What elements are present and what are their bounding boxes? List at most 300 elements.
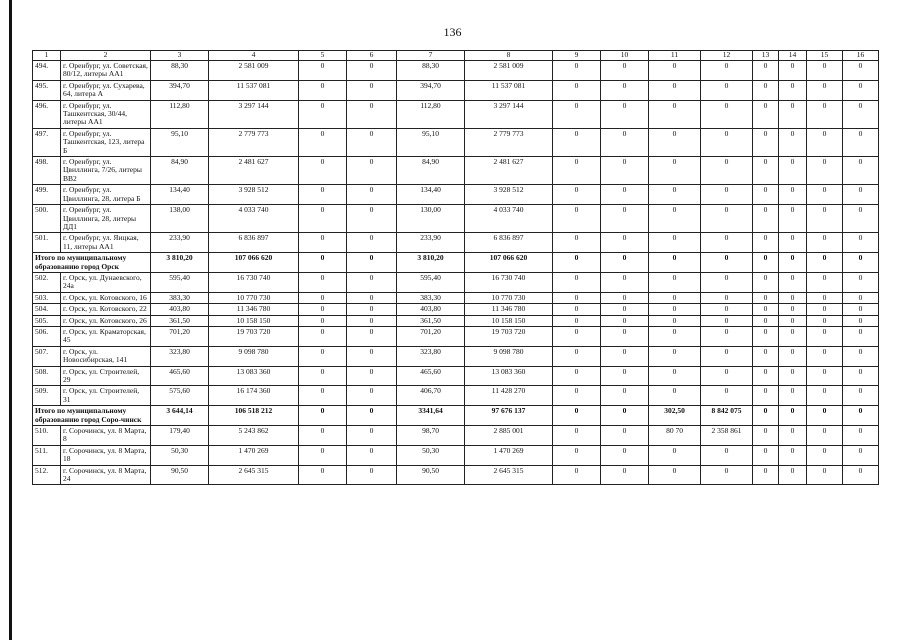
value-cell: 0 [807, 233, 843, 253]
value-cell: 0 [753, 292, 779, 303]
table-row [33, 326, 879, 346]
page-number: 136 [443, 25, 462, 39]
column-number-cell: 9 [553, 51, 601, 61]
value-cell: 0 [601, 61, 649, 81]
table-row [33, 272, 879, 292]
row-number: 502. [33, 272, 61, 292]
table-row [33, 315, 879, 326]
column-number-cell: 4 [209, 51, 299, 61]
value-cell: 0 [779, 80, 807, 100]
value-cell: 0 [779, 253, 807, 273]
value-cell: 701,20 [397, 326, 465, 346]
value-cell: 2 581 009 [209, 61, 299, 81]
value-cell: 0 [649, 386, 701, 406]
property-address: г. Оренбург, ул. Ташкентская, 30/44, литеры АА1 [61, 100, 151, 128]
value-cell: 0 [649, 304, 701, 315]
property-address: г. Орск, ул. Дунаевского, 24а [61, 272, 151, 292]
value-cell: 0 [601, 272, 649, 292]
table-header [33, 51, 879, 61]
value-cell: 0 [553, 426, 601, 446]
value-cell: 0 [649, 185, 701, 205]
value-cell: 0 [299, 386, 347, 406]
row-number: 506. [33, 326, 61, 346]
value-cell: 0 [843, 315, 879, 326]
value-cell: 0 [701, 272, 753, 292]
value-cell: 0 [601, 304, 649, 315]
table-row [33, 61, 879, 81]
property-address: г. Сорочинск, ул. 8 Марта, 8 [61, 426, 151, 446]
column-number-cell: 15 [807, 51, 843, 61]
value-cell: 0 [299, 157, 347, 185]
value-cell: 0 [299, 128, 347, 156]
value-cell: 0 [843, 386, 879, 406]
value-cell: 0 [553, 366, 601, 386]
property-address: г. Орск, ул. Строителей, 29 [61, 366, 151, 386]
value-cell: 0 [299, 315, 347, 326]
value-cell: 323,80 [151, 346, 209, 366]
value-cell: 10 770 730 [209, 292, 299, 303]
table-row [33, 205, 879, 233]
value-cell: 19 703 720 [465, 326, 553, 346]
value-cell: 0 [779, 366, 807, 386]
value-cell: 0 [553, 346, 601, 366]
subtotal-row [33, 253, 879, 273]
value-cell: 0 [299, 465, 347, 485]
value-cell: 0 [753, 315, 779, 326]
value-cell: 0 [779, 426, 807, 446]
value-cell: 0 [701, 61, 753, 81]
value-cell: 0 [843, 80, 879, 100]
row-number: 499. [33, 185, 61, 205]
value-cell: 0 [649, 346, 701, 366]
value-cell: 0 [807, 272, 843, 292]
value-cell: 0 [843, 157, 879, 185]
value-cell: 0 [347, 185, 397, 205]
value-cell: 10 158 150 [465, 315, 553, 326]
property-address: г. Оренбург, ул. Ташкентская, 123, литера Б [61, 128, 151, 156]
value-cell: 0 [843, 205, 879, 233]
value-cell: 406,70 [397, 386, 465, 406]
value-cell: 403,80 [151, 304, 209, 315]
value-cell: 3 297 144 [209, 100, 299, 128]
value-cell: 134,40 [151, 185, 209, 205]
value-cell: 0 [701, 80, 753, 100]
value-cell: 5 243 862 [209, 426, 299, 446]
value-cell: 0 [299, 205, 347, 233]
value-cell: 0 [807, 157, 843, 185]
value-cell: 0 [347, 366, 397, 386]
value-cell: 0 [553, 253, 601, 273]
value-cell: 11 346 780 [209, 304, 299, 315]
value-cell: 0 [299, 100, 347, 128]
value-cell: 0 [701, 157, 753, 185]
value-cell: 0 [779, 292, 807, 303]
value-cell: 0 [843, 253, 879, 273]
value-cell: 0 [779, 406, 807, 426]
value-cell: 302,50 [649, 406, 701, 426]
value-cell: 0 [701, 185, 753, 205]
value-cell: 0 [601, 326, 649, 346]
value-cell: 0 [807, 346, 843, 366]
value-cell: 0 [649, 292, 701, 303]
value-cell: 107 066 620 [209, 253, 299, 273]
column-number-cell: 8 [465, 51, 553, 61]
value-cell: 0 [553, 272, 601, 292]
row-number: 500. [33, 205, 61, 233]
table-row [33, 233, 879, 253]
value-cell: 95,10 [397, 128, 465, 156]
value-cell: 112,80 [397, 100, 465, 128]
value-cell: 2 481 627 [209, 157, 299, 185]
value-cell: 0 [553, 445, 601, 465]
value-cell: 0 [753, 233, 779, 253]
value-cell: 2 645 315 [465, 465, 553, 485]
value-cell: 0 [701, 315, 753, 326]
value-cell: 0 [779, 465, 807, 485]
value-cell: 0 [807, 445, 843, 465]
value-cell: 0 [649, 272, 701, 292]
value-cell: 0 [601, 426, 649, 446]
value-cell: 0 [553, 157, 601, 185]
value-cell: 3 810,20 [151, 253, 209, 273]
value-cell: 88,30 [151, 61, 209, 81]
property-address: г. Оренбург, ул. Цвиллинга, 28, литеры ДД1 [61, 205, 151, 233]
value-cell: 3 297 144 [465, 100, 553, 128]
table-row [33, 292, 879, 303]
value-cell: 0 [299, 426, 347, 446]
value-cell: 0 [779, 304, 807, 315]
row-number: 511. [33, 445, 61, 465]
value-cell: 0 [649, 465, 701, 485]
value-cell: 9 098 780 [465, 346, 553, 366]
value-cell: 0 [649, 128, 701, 156]
value-cell: 595,40 [151, 272, 209, 292]
value-cell: 0 [347, 205, 397, 233]
value-cell: 0 [701, 386, 753, 406]
column-number-cell: 1 [33, 51, 61, 61]
value-cell: 4 033 740 [209, 205, 299, 233]
value-cell: 112,80 [151, 100, 209, 128]
value-cell: 0 [347, 386, 397, 406]
value-cell: 0 [601, 292, 649, 303]
value-cell: 0 [299, 304, 347, 315]
column-number-cell: 13 [753, 51, 779, 61]
column-number-cell: 14 [779, 51, 807, 61]
value-cell: 383,30 [397, 292, 465, 303]
value-cell: 0 [807, 426, 843, 446]
value-cell: 134,40 [397, 185, 465, 205]
value-cell: 0 [347, 426, 397, 446]
value-cell: 0 [779, 346, 807, 366]
value-cell: 2 645 315 [209, 465, 299, 485]
value-cell: 0 [553, 326, 601, 346]
value-cell: 0 [347, 233, 397, 253]
value-cell: 0 [649, 100, 701, 128]
value-cell: 88,30 [397, 61, 465, 81]
value-cell: 0 [779, 100, 807, 128]
value-cell: 2 581 009 [465, 61, 553, 81]
value-cell: 0 [553, 205, 601, 233]
value-cell: 361,50 [151, 315, 209, 326]
value-cell: 0 [701, 100, 753, 128]
value-cell: 11 537 081 [465, 80, 553, 100]
value-cell: 0 [601, 346, 649, 366]
value-cell: 0 [601, 185, 649, 205]
value-cell: 0 [347, 346, 397, 366]
value-cell: 0 [299, 80, 347, 100]
property-address: г. Оренбург, ул. Цвиллинга, 7/26, литеры ВВ2 [61, 157, 151, 185]
value-cell: 0 [299, 253, 347, 273]
value-cell: 0 [553, 233, 601, 253]
row-number: 510. [33, 426, 61, 446]
value-cell: 0 [843, 100, 879, 128]
column-number-cell: 16 [843, 51, 879, 61]
value-cell: 0 [843, 366, 879, 386]
column-number-cell: 7 [397, 51, 465, 61]
value-cell: 95,10 [151, 128, 209, 156]
value-cell: 0 [299, 292, 347, 303]
value-cell: 0 [753, 61, 779, 81]
row-number: 501. [33, 233, 61, 253]
value-cell: 0 [807, 315, 843, 326]
value-cell: 0 [649, 157, 701, 185]
value-cell: 50,30 [151, 445, 209, 465]
value-cell: 106 518 212 [209, 406, 299, 426]
value-cell: 0 [553, 185, 601, 205]
value-cell: 0 [753, 406, 779, 426]
value-cell: 0 [347, 304, 397, 315]
table-body [33, 61, 879, 485]
column-number-cell: 6 [347, 51, 397, 61]
value-cell: 0 [601, 80, 649, 100]
value-cell: 13 083 360 [465, 366, 553, 386]
value-cell: 0 [299, 185, 347, 205]
table-row [33, 80, 879, 100]
value-cell: 0 [701, 253, 753, 273]
value-cell: 13 083 360 [209, 366, 299, 386]
column-number-cell: 10 [601, 51, 649, 61]
value-cell: 0 [753, 465, 779, 485]
value-cell: 595,40 [397, 272, 465, 292]
value-cell: 0 [753, 100, 779, 128]
value-cell: 0 [347, 128, 397, 156]
value-cell: 0 [553, 465, 601, 485]
value-cell: 0 [701, 366, 753, 386]
value-cell: 2 885 001 [465, 426, 553, 446]
value-cell: 11 346 780 [465, 304, 553, 315]
value-cell: 9 098 780 [209, 346, 299, 366]
value-cell: 16 730 740 [209, 272, 299, 292]
value-cell: 0 [347, 292, 397, 303]
row-number: 496. [33, 100, 61, 128]
value-cell: 50,30 [397, 445, 465, 465]
column-number-cell: 12 [701, 51, 753, 61]
value-cell: 0 [649, 253, 701, 273]
value-cell: 0 [779, 185, 807, 205]
value-cell: 701,20 [151, 326, 209, 346]
value-cell: 90,50 [151, 465, 209, 485]
value-cell: 0 [347, 315, 397, 326]
value-cell: 130,00 [397, 205, 465, 233]
value-cell: 0 [299, 233, 347, 253]
property-address: г. Сорочинск, ул. 8 Марта, 24 [61, 465, 151, 485]
value-cell: 84,90 [397, 157, 465, 185]
column-number-row [33, 51, 879, 61]
row-number: 512. [33, 465, 61, 485]
value-cell: 0 [701, 233, 753, 253]
binding-edge [9, 0, 12, 640]
value-cell: 0 [807, 326, 843, 346]
value-cell: 465,60 [397, 366, 465, 386]
value-cell: 323,80 [397, 346, 465, 366]
value-cell: 0 [779, 315, 807, 326]
value-cell: 0 [601, 205, 649, 233]
value-cell: 0 [601, 465, 649, 485]
value-cell: 0 [299, 406, 347, 426]
value-cell: 0 [701, 445, 753, 465]
value-cell: 0 [807, 80, 843, 100]
value-cell: 233,90 [151, 233, 209, 253]
value-cell: 0 [553, 292, 601, 303]
table-row [33, 426, 879, 446]
value-cell: 0 [347, 157, 397, 185]
value-cell: 0 [779, 128, 807, 156]
value-cell: 233,90 [397, 233, 465, 253]
row-number: 505. [33, 315, 61, 326]
value-cell: 0 [807, 61, 843, 81]
table-row [33, 157, 879, 185]
value-cell: 0 [843, 406, 879, 426]
property-address: г. Орск, ул. Котовского, 26 [61, 315, 151, 326]
value-cell: 361,50 [397, 315, 465, 326]
value-cell: 0 [843, 185, 879, 205]
value-cell: 19 703 720 [209, 326, 299, 346]
value-cell: 107 066 620 [465, 253, 553, 273]
value-cell: 0 [753, 253, 779, 273]
value-cell: 394,70 [397, 80, 465, 100]
value-cell: 0 [779, 326, 807, 346]
value-cell: 0 [553, 100, 601, 128]
value-cell: 0 [601, 233, 649, 253]
value-cell: 2 481 627 [465, 157, 553, 185]
property-address: г. Орск, ул. Новосибирская, 141 [61, 346, 151, 366]
row-number: 504. [33, 304, 61, 315]
value-cell: 0 [843, 128, 879, 156]
value-cell: 0 [753, 205, 779, 233]
property-address: г. Орск, ул. Котовского, 16 [61, 292, 151, 303]
value-cell: 0 [807, 185, 843, 205]
value-cell: 80 70 [649, 426, 701, 446]
value-cell: 0 [807, 128, 843, 156]
value-cell: 0 [553, 315, 601, 326]
value-cell: 0 [601, 386, 649, 406]
table-row [33, 465, 879, 485]
value-cell: 575,60 [151, 386, 209, 406]
value-cell: 0 [807, 253, 843, 273]
row-number: 498. [33, 157, 61, 185]
value-cell: 0 [807, 406, 843, 426]
value-cell: 2 779 773 [209, 128, 299, 156]
subtotal-row [33, 406, 879, 426]
value-cell: 0 [601, 157, 649, 185]
value-cell: 84,90 [151, 157, 209, 185]
value-cell: 0 [701, 346, 753, 366]
value-cell: 0 [299, 61, 347, 81]
table-row [33, 386, 879, 406]
value-cell: 0 [347, 61, 397, 81]
value-cell: 0 [649, 80, 701, 100]
value-cell: 0 [843, 445, 879, 465]
value-cell: 8 842 075 [701, 406, 753, 426]
table-row [33, 100, 879, 128]
value-cell: 0 [843, 292, 879, 303]
value-cell: 0 [843, 233, 879, 253]
property-address: г. Орск, ул. Котовского, 22 [61, 304, 151, 315]
value-cell: 0 [299, 272, 347, 292]
value-cell: 0 [347, 326, 397, 346]
value-cell: 0 [299, 445, 347, 465]
value-cell: 0 [649, 445, 701, 465]
value-cell: 90,50 [397, 465, 465, 485]
value-cell: 10 770 730 [465, 292, 553, 303]
value-cell: 0 [649, 315, 701, 326]
value-cell: 0 [807, 465, 843, 485]
value-cell: 0 [649, 366, 701, 386]
value-cell: 0 [753, 80, 779, 100]
value-cell: 0 [299, 346, 347, 366]
value-cell: 0 [701, 304, 753, 315]
subtotal-label: Итого по муниципальному образованию город Орск [33, 253, 151, 273]
value-cell: 10 158 150 [209, 315, 299, 326]
row-number: 508. [33, 366, 61, 386]
table-row [33, 445, 879, 465]
column-number-cell: 2 [61, 51, 151, 61]
value-cell: 0 [347, 465, 397, 485]
value-cell: 0 [843, 326, 879, 346]
value-cell: 0 [753, 185, 779, 205]
table-row [33, 346, 879, 366]
property-address: г. Орск, ул. Краматорская, 45 [61, 326, 151, 346]
value-cell: 0 [807, 100, 843, 128]
value-cell: 0 [601, 315, 649, 326]
property-register-table [32, 50, 879, 485]
property-address: г. Оренбург, ул. Сухарева, 64, литера А [61, 80, 151, 100]
value-cell: 0 [347, 445, 397, 465]
column-number-cell: 5 [299, 51, 347, 61]
value-cell: 0 [299, 326, 347, 346]
value-cell: 0 [553, 61, 601, 81]
value-cell: 3341,64 [397, 406, 465, 426]
value-cell: 0 [753, 426, 779, 446]
value-cell: 0 [843, 426, 879, 446]
value-cell: 11 537 081 [209, 80, 299, 100]
value-cell: 0 [779, 272, 807, 292]
property-address: г. Оренбург, ул. Яицкая, 11, литеры АА1 [61, 233, 151, 253]
value-cell: 138,00 [151, 205, 209, 233]
value-cell: 0 [779, 157, 807, 185]
value-cell: 11 428 270 [465, 386, 553, 406]
table-row [33, 366, 879, 386]
value-cell: 98,70 [397, 426, 465, 446]
value-cell: 3 644,14 [151, 406, 209, 426]
value-cell: 0 [807, 205, 843, 233]
table-row [33, 304, 879, 315]
value-cell: 0 [553, 80, 601, 100]
value-cell: 0 [843, 272, 879, 292]
value-cell: 0 [649, 205, 701, 233]
value-cell: 0 [601, 445, 649, 465]
value-cell: 0 [601, 406, 649, 426]
